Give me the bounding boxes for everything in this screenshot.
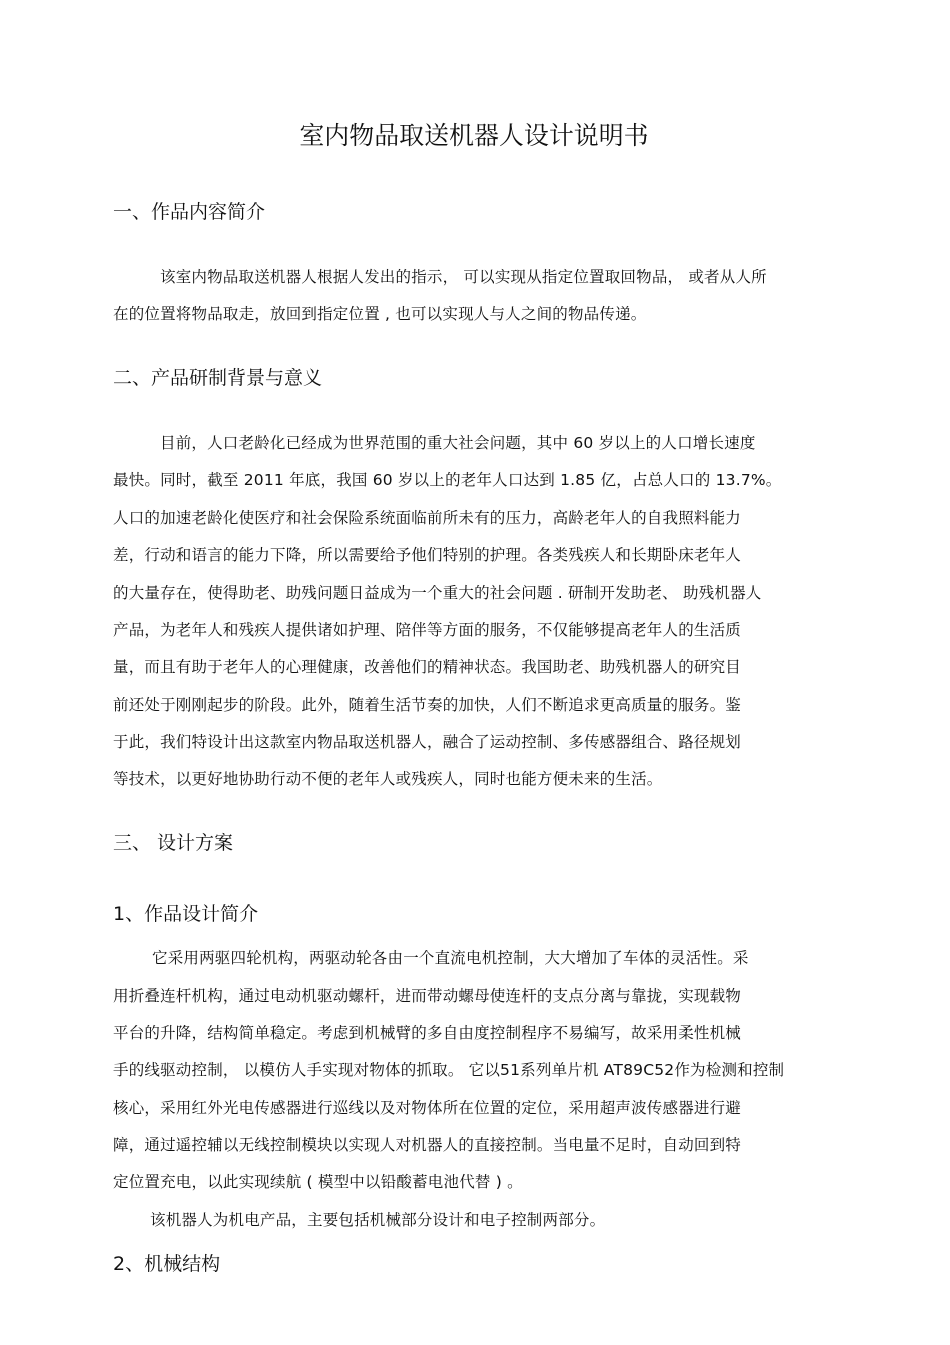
section-heading-intro: 一、作品内容简介 bbox=[113, 201, 266, 223]
subsection-heading-mechanical: 2、机械结构 bbox=[113, 1253, 221, 1275]
paragraph-line: 在的位置将物品取走，放回到指定位置 , 也可以实现人与人之间的物品传递。 bbox=[113, 305, 647, 323]
subsection-heading-design-intro: 1、作品设计简介 bbox=[113, 903, 259, 925]
section-heading-background: 二、产品研制背景与意义 bbox=[113, 367, 323, 389]
section-heading-design: 三、 设计方案 bbox=[113, 832, 234, 854]
paragraph-line: 目前，人口老龄化已经成为世界范围的重大社会问题，其中 60 岁以上的人口增长速度 bbox=[160, 434, 756, 452]
paragraph-line: 定位置充电，以此实现续航 ( 模型中以铅酸蓄电池代替 ) 。 bbox=[113, 1173, 523, 1191]
paragraph-line: 障，通过遥控辅以无线控制模块以实现人对机器人的直接控制。当电量不足时，自动回到特 bbox=[113, 1136, 742, 1154]
paragraph-line: 人口的加速老龄化使医疗和社会保险系统面临前所未有的压力，高龄老年人的自我照料能力 bbox=[113, 509, 742, 527]
paragraph-line: 于此，我们特设计出这款室内物品取送机器人，融合了运动控制、多传感器组合、路径规划 bbox=[113, 733, 742, 751]
paragraph-line: 的大量存在，使得助老、助残问题日益成为一个重大的社会问题 . 研制开发助老、 助残机器人 bbox=[113, 584, 762, 602]
paragraph-line: 平台的升降，结构简单稳定。考虑到机械臂的多自由度控制程序不易编写，故采用柔性机械 bbox=[113, 1024, 742, 1042]
paragraph-line: 该机器人为机电产品，主要包括机械部分设计和电子控制两部分。 bbox=[150, 1211, 606, 1229]
paragraph-line: 产品，为老年人和残疾人提供诸如护理、陪伴等方面的服务，不仅能够提高老年人的生活质 bbox=[113, 621, 742, 639]
paragraph-line: 差，行动和语言的能力下降，所以需要给予他们特别的护理。各类残疾人和长期卧床老年人 bbox=[113, 546, 742, 564]
paragraph-line: 该室内物品取送机器人根据人发出的指示， 可以实现从指定位置取回物品， 或者从人所 bbox=[160, 268, 767, 286]
paragraph-line: 等技术，以更好地协助行动不便的老年人或残疾人，同时也能方便未来的生活。 bbox=[113, 770, 663, 788]
paragraph-line: 核心，采用红外光电传感器进行巡线以及对物体所在位置的定位，采用超声波传感器进行避 bbox=[113, 1099, 742, 1117]
paragraph-line: 手的线驱动控制， 以模仿人手实现对物体的抓取。 它以51系列单片机 AT89C52作为检测和控制 bbox=[113, 1061, 785, 1079]
paragraph-line: 最快。同时，截至 2011 年底，我国 60 岁以上的老年人口达到 1.85 亿，占总人口的 13.7%。 bbox=[113, 471, 782, 489]
paragraph-line: 用折叠连杆机构，通过电动机驱动螺杆，进而带动螺母使连杆的支点分离与靠拢，实现载物 bbox=[113, 987, 742, 1005]
paragraph-line: 量，而且有助于老年人的心理健康，改善他们的精神状态。我国助老、助残机器人的研究目 bbox=[113, 658, 742, 676]
paragraph-line: 它采用两驱四轮机构，两驱动轮各由一个直流电机控制，大大增加了车体的灵活性。采 bbox=[152, 949, 749, 967]
paragraph-line: 前还处于刚刚起步的阶段。此外，随着生活节奏的加快，人们不断追求更高质量的服务。鉴 bbox=[113, 696, 742, 714]
page-title: 室内物品取送机器人设计说明书 bbox=[299, 121, 649, 150]
